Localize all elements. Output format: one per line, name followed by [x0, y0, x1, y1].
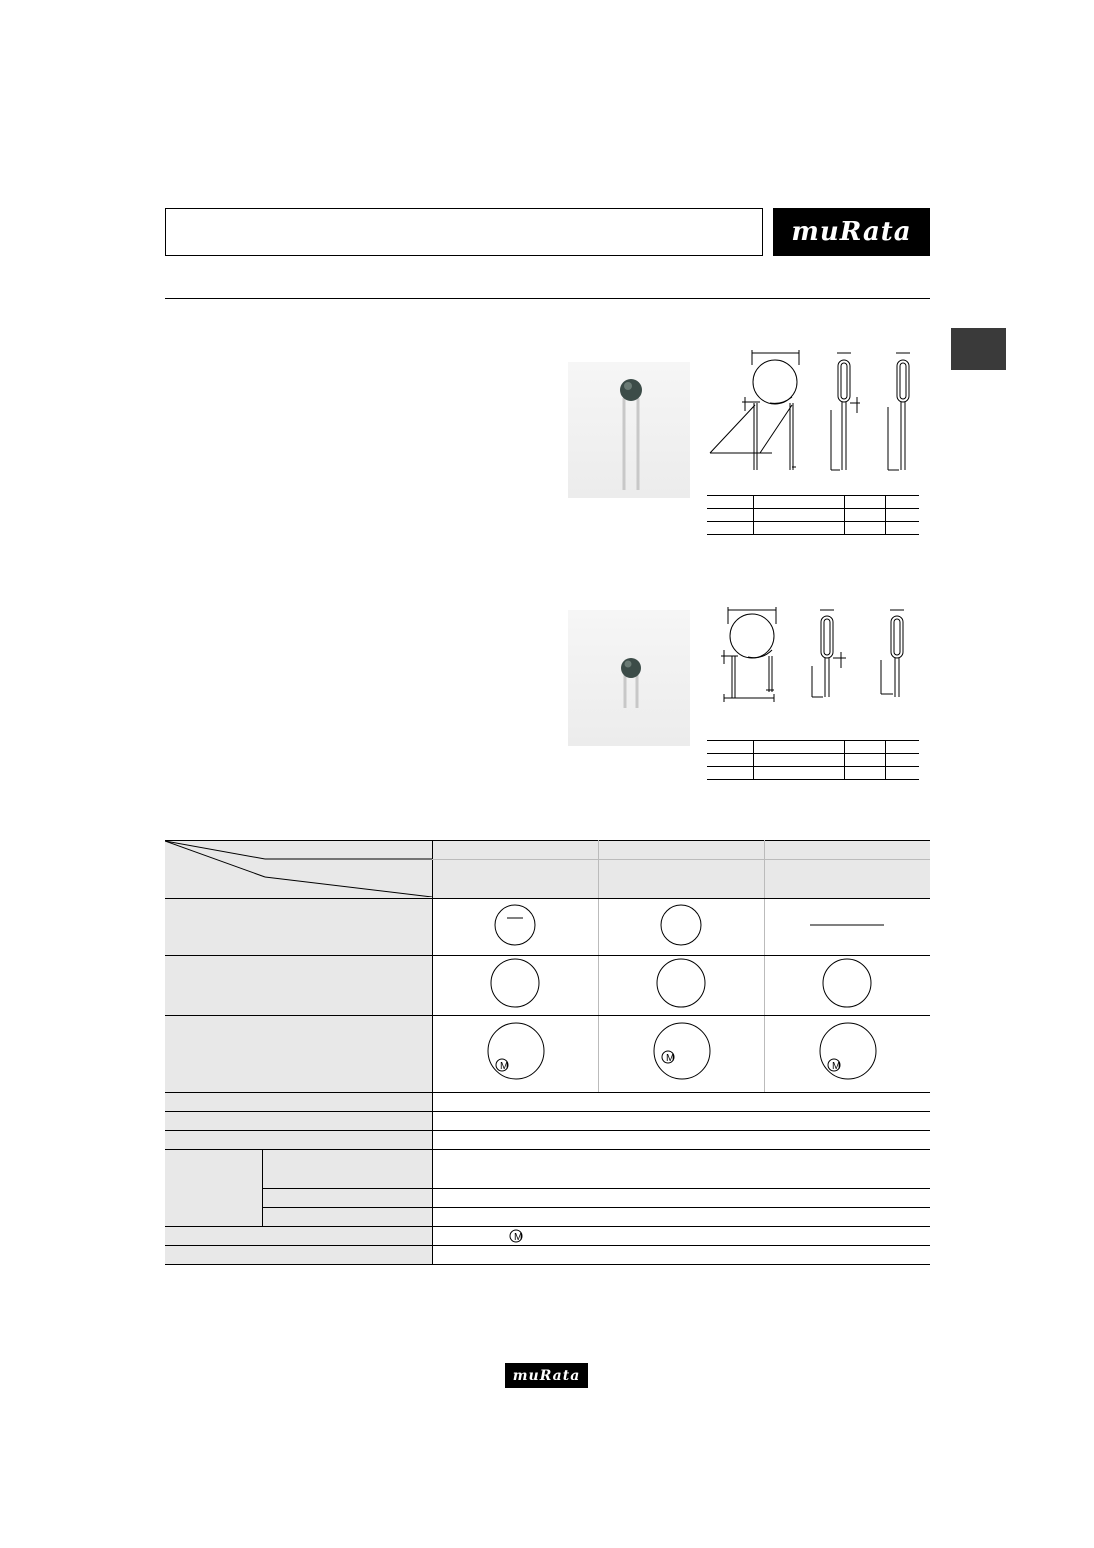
- table-row: [165, 1016, 930, 1093]
- marking-symbol: M: [500, 1060, 509, 1072]
- header-rule: [165, 298, 930, 299]
- side-tab: [951, 328, 1006, 370]
- marking-diagram-3b: [646, 1019, 716, 1085]
- product-photo-1: [568, 362, 690, 498]
- table-row: [707, 496, 919, 509]
- brand-logo-text: muRata: [791, 217, 912, 247]
- brand-logo: [773, 208, 930, 256]
- table-row: [707, 754, 919, 767]
- table-row: [165, 1227, 930, 1246]
- footer-logo: [505, 1363, 588, 1388]
- marking-diagram-3c: [812, 1019, 882, 1085]
- thermistor-photo-2: [568, 610, 690, 746]
- table-row: [165, 899, 930, 956]
- table-row: [165, 1131, 930, 1150]
- marking-diagram-1a: [485, 900, 545, 950]
- dimension-drawing-2: [700, 602, 925, 712]
- marking-symbol: M: [513, 1232, 522, 1243]
- thermistor-photo-1: [568, 362, 690, 498]
- marking-diagram-1c: [802, 900, 892, 950]
- marking-symbol: M: [666, 1052, 675, 1064]
- table-row: [165, 841, 930, 860]
- table-row: [165, 956, 930, 1016]
- dimension-drawing-1: [700, 345, 925, 480]
- table-row: [165, 1246, 930, 1265]
- table-row: [707, 522, 919, 535]
- table-corner-cell: [165, 841, 432, 899]
- marking-diagram-2c: [817, 956, 877, 1010]
- table-row: [165, 1112, 930, 1131]
- table-row: [165, 1150, 930, 1189]
- table-row: [165, 1208, 930, 1227]
- header-title-box: [165, 208, 763, 256]
- marking-symbol: M: [832, 1060, 841, 1072]
- table-row: [707, 509, 919, 522]
- table-row: [707, 741, 919, 754]
- table-row: [707, 767, 919, 780]
- marking-diagram-2a: [485, 956, 545, 1010]
- table-row: [165, 1189, 930, 1208]
- table-row: [165, 1093, 930, 1112]
- marking-diagram-2b: [651, 956, 711, 1010]
- dimension-table-1: [707, 495, 919, 535]
- marking-symbol-icon: [507, 1228, 527, 1244]
- diagonal-header-lines: [165, 841, 432, 897]
- marking-diagram-1b: [651, 900, 711, 950]
- dimension-table-2: [707, 740, 919, 780]
- product-photo-2: [568, 610, 690, 746]
- footer-logo-text: muRata: [512, 1367, 581, 1384]
- specification-table: [165, 840, 930, 1265]
- marking-diagram-3a: [480, 1019, 550, 1085]
